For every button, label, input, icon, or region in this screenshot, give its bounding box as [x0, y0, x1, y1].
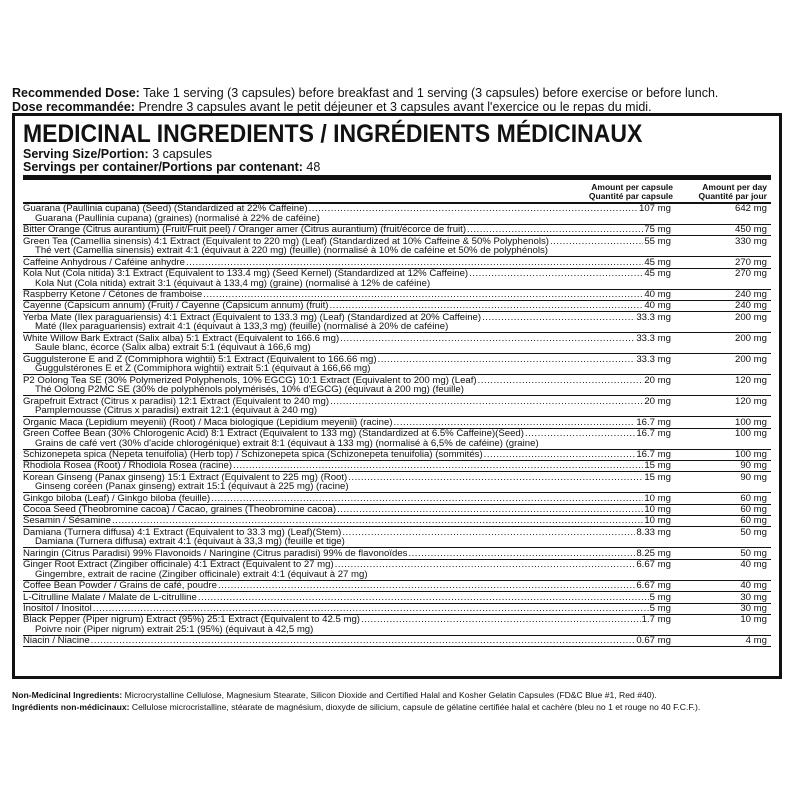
- amount-per-day: 642 mg: [735, 203, 767, 215]
- ingredient-row: [23, 636, 771, 647]
- ingredient-line: [23, 429, 771, 439]
- amount-per-day: 30 mg: [740, 602, 767, 614]
- dose-fr: [12, 100, 792, 114]
- amount-per-day: 4 mg: [745, 635, 767, 647]
- amount-per-capsule: 40 mg: [644, 301, 671, 312]
- leader-dots: [112, 516, 643, 526]
- ingredient-row: [23, 615, 771, 636]
- non-medicinal-fr-text: Cellulose microcristalline, stéarate de magnésium, dioxyde de silicium, capsule de gélatine certifiée halal et cachère (bleu no 1 et rouge no 40 F.C.F.).: [129, 702, 701, 712]
- amount-per-capsule: 16.7 mg: [636, 429, 671, 439]
- amount-per-day: 60 mg: [740, 515, 767, 527]
- amount-per-capsule: 33.3 mg: [636, 333, 671, 344]
- ingredient-line: [23, 225, 771, 235]
- dose-en-text: Take 1 serving (3 capsules) before breakfast and 1 serving (3 capsules) before exercise or before lunch.: [139, 86, 719, 100]
- ingredient-name: Green Tea (Camellia sinensis) 4:1 Extract (Equivalent to 220 mg) (Leaf) (Standardized at 10% Caffeine & 50% Polyphenols): [23, 236, 549, 247]
- ingredient-line: [23, 301, 771, 311]
- amount-per-day: 50 mg: [740, 547, 767, 559]
- amount-per-capsule: 107 mg: [639, 204, 671, 214]
- ingredient-french-name: Kola Nut (Cola nitida) extrait 3:1 (équivaut à 133,4 mg) (graine) (normalisé à 12% de caféine): [35, 278, 431, 289]
- ingredient-french-name: Saule blanc, écorce (Salix alba) extrait 5:1 (équivaut à 166,6 mg): [35, 343, 311, 353]
- ingredient-name: White Willow Bark Extract (Salix alba) 5:1 Extract (Equivalent to 166.6 mg): [23, 333, 340, 344]
- ingredient-row: [23, 290, 771, 301]
- panel-title: MEDICINAL INGREDIENTS / INGRÉDIENTS MÉDICINAUX: [23, 120, 643, 148]
- non-medicinal-ingredients: [12, 689, 792, 713]
- leader-dots: [342, 528, 635, 538]
- non-medicinal-en: [12, 689, 792, 701]
- ingredient-row: [23, 204, 771, 225]
- ingredient-name: Guarana (Paullinia cupana) (Seed) (Standardized at 22% Caffeine): [23, 204, 308, 214]
- leader-dots: [337, 505, 643, 515]
- ingredient-french-name: Damiana (Turnera diffusa) extrait 4:1 (équivaut à 33,3 mg) (feuille et tige): [35, 537, 345, 548]
- leader-dots: [91, 636, 636, 646]
- servings-label: Servings per container/Portions par contenant:: [23, 159, 303, 174]
- non-medicinal-en-text: Microcrystalline Cellulose, Magnesium Stearate, Silicon Dioxide and Certified Halal and Kosher Gelatin Capsules (FD&C Blue #1, Red #40).: [122, 690, 657, 700]
- col-day-header: [699, 183, 767, 201]
- ingredient-line: [23, 581, 771, 591]
- ingredient-row: [23, 461, 771, 472]
- ingredient-row: [23, 301, 771, 312]
- ingredient-row: [23, 505, 771, 516]
- amount-per-capsule: 0.67 mg: [636, 636, 671, 646]
- amount-per-capsule: 6.67 mg: [636, 581, 671, 591]
- ingredient-line: [23, 516, 771, 526]
- ingredient-line: [23, 313, 771, 323]
- leader-dots: [550, 237, 643, 247]
- ingredient-row: [23, 312, 771, 333]
- ingredient-french-name: Pamplemousse (Citrus x paradisi) extrait 12:1 (équivaut à 240 mg): [35, 406, 318, 416]
- ingredient-name: Sesamin / Sésamine: [23, 516, 111, 527]
- amount-per-day: 90 mg: [740, 460, 767, 472]
- ingredient-name: Ginger Root Extract (Zingiber officinale) 4:1 Extract (Equivalent to 27 mg): [23, 560, 334, 570]
- ingredient-list: [23, 204, 771, 647]
- ingredient-line: [23, 204, 771, 214]
- leader-dots: [309, 204, 638, 214]
- col-day-en: Amount per day: [702, 182, 767, 192]
- servings-value: 48: [302, 159, 321, 174]
- amount-per-capsule: 75 mg: [644, 225, 671, 235]
- ingredient-row: [23, 548, 771, 559]
- ingredient-french-name: Gingembre, extrait de racine (Zingiber officinale) extrait 4:1 (équivaut à 27 mg): [35, 569, 368, 580]
- ingredient-row: [23, 429, 771, 450]
- ingredient-line: [23, 397, 771, 407]
- amount-per-capsule: 8.25 mg: [636, 548, 671, 559]
- col-capsule-en: Amount per capsule: [591, 182, 673, 192]
- leader-dots: [482, 313, 635, 323]
- amount-per-capsule: 5 mg: [649, 603, 671, 614]
- column-headers: [23, 180, 771, 202]
- ingredient-line: [23, 636, 771, 646]
- ingredient-name: Raspberry Ketone / Cétones de framboise: [23, 290, 203, 300]
- amount-per-capsule: 33.3 mg: [636, 312, 671, 323]
- leader-dots: [340, 334, 635, 344]
- ingredient-line: [23, 505, 771, 515]
- ingredient-row: [23, 396, 771, 417]
- ingredient-row: [23, 269, 771, 290]
- amount-per-capsule: 6.67 mg: [636, 560, 671, 570]
- amount-per-capsule: 45 mg: [644, 269, 671, 279]
- ingredient-french-name: Grains de café vert (30% d'acide chlorogénique) extrait 8:1 (équivaut à 133 mg) (normalisé à 6,5% de caféine) (graine): [35, 438, 539, 449]
- ingredient-name: Guggulsterone E and Z (Commiphora wightii) 5:1 Extract (Equivalent to 166.66 mg): [23, 354, 377, 365]
- serving-size-value: 3 capsules: [148, 147, 212, 161]
- ingredient-line: [23, 269, 771, 279]
- amount-per-capsule: 45 mg: [644, 257, 671, 268]
- ingredient-line: [23, 418, 771, 428]
- amount-per-capsule: 1.7 mg: [641, 615, 671, 625]
- ingredient-line: [23, 355, 771, 365]
- ingredient-row: [23, 581, 771, 592]
- leader-dots: [330, 397, 643, 407]
- ingredient-name: Coffee Bean Powder / Grains de café, poudre: [23, 581, 217, 591]
- ingredient-row: [23, 493, 771, 504]
- ingredient-name: Cayenne (Capsicum annum) (Fruit) / Cayenne (Capsicum annum) (fruit): [23, 301, 329, 312]
- leader-dots: [330, 301, 644, 311]
- leader-dots: [378, 355, 636, 365]
- amount-per-day: 40 mg: [740, 580, 767, 592]
- ingredient-row: [23, 417, 771, 428]
- amount-per-day: 240 mg: [735, 289, 767, 301]
- ingredient-row: [23, 527, 771, 548]
- ingredient-line: [23, 615, 771, 625]
- ingredient-name: Kola Nut (Cola nitida) 3:1 Extract (Equivalent to 133.4 mg) (Seed Kernel) (Standardized at 12% Caffeine): [23, 269, 469, 279]
- non-medicinal-fr: [12, 701, 792, 713]
- amount-per-day: 100 mg: [735, 416, 767, 428]
- leader-dots: [469, 269, 643, 279]
- amount-per-day: 200 mg: [735, 311, 767, 323]
- amount-per-capsule: 10 mg: [644, 516, 671, 527]
- leader-dots: [467, 225, 643, 235]
- amount-per-capsule: 33.3 mg: [636, 354, 671, 365]
- non-medicinal-fr-label: Ingrédients non-médicinaux:: [12, 702, 130, 712]
- leader-dots: [186, 258, 643, 268]
- serving-size-label: Serving Size/Portion:: [23, 147, 149, 161]
- amount-per-day: 60 mg: [740, 492, 767, 504]
- amount-per-day: 200 mg: [735, 353, 767, 365]
- ingredient-name: Green Coffee Bean (30% Chlorogenic Acid) 8:1 Extract (Equivalent to 133 mg) (Standardized at 6.5% Caffeine)(Seed): [23, 429, 524, 439]
- ingredient-line: [23, 334, 771, 344]
- ingredient-line: [23, 549, 771, 559]
- leader-dots: [348, 473, 643, 483]
- amount-per-capsule: 16.7 mg: [636, 417, 671, 428]
- amount-per-capsule: 20 mg: [644, 375, 671, 386]
- ingredient-line: [23, 473, 771, 483]
- amount-per-day: 100 mg: [735, 448, 767, 460]
- amount-per-day: 90 mg: [740, 471, 767, 483]
- ingredient-row: [23, 375, 771, 396]
- ingredient-name: L-Citrulline Malate / Malate de L-citrulline: [23, 592, 197, 603]
- leader-dots: [484, 450, 636, 460]
- ingredient-name: Yerba Mate (Ilex paraguariensis) 4:1 Extract (Equivalent to 133.3 mg) (Leaf) (Standardized at 20% Caffeine): [23, 312, 482, 323]
- ingredient-line: [23, 290, 771, 300]
- leader-dots: [203, 290, 643, 300]
- col-capsule-header: [589, 183, 673, 201]
- leader-dots: [198, 593, 649, 603]
- ingredient-name: Inositol / Inositol: [23, 603, 92, 614]
- dose-en: [12, 86, 792, 100]
- ingredient-line: [23, 494, 771, 504]
- ingredient-row: [23, 225, 771, 236]
- ingredient-row: [23, 592, 771, 603]
- ingredient-name: Ginkgo biloba (Leaf) / Ginkgo biloba (feuille): [23, 493, 211, 504]
- non-medicinal-en-label: Non-Medicinal Ingredients:: [12, 690, 123, 700]
- leader-dots: [218, 581, 635, 591]
- dose-fr-text: Prendre 3 capsules avant le petit déjeuner et 3 capsules avant l'exercice ou le repas du midi.: [134, 100, 652, 114]
- ingredient-row: [23, 516, 771, 527]
- amount-per-capsule: 15 mg: [644, 472, 671, 483]
- amount-per-day: 120 mg: [735, 395, 767, 407]
- ingredient-line: [23, 528, 771, 538]
- ingredient-line: [23, 604, 771, 614]
- ingredient-row: [23, 236, 771, 257]
- amount-per-day: 240 mg: [735, 300, 767, 312]
- ingredient-french-name: Poivre noir (Piper nigrum) extrait 25:1 (95%) (équivaut à 42,5 mg): [35, 624, 314, 635]
- ingredient-name: Black Pepper (Piper nigrum) Extract (95%) 25:1 Extract (Equivalent to 42.5 mg): [23, 615, 360, 625]
- ingredient-name: Cocoa Seed (Theobromine cacoa) / Cacao, graines (Theobromine cacoa): [23, 505, 337, 515]
- ingredient-row: [23, 257, 771, 268]
- amount-per-day: 30 mg: [740, 591, 767, 603]
- ingredient-french-name: Ginseng coréen (Panax ginseng) extrait 15:1 (équivaut à 225 mg) (racine): [35, 482, 349, 492]
- ingredient-name: Bitter Orange (Citrus aurantium) (Fruit/Fruit peel) / Oranger amer (Citrus aurantium) (fruit/écorce de fruit): [23, 225, 467, 235]
- ingredient-row: [23, 560, 771, 581]
- ingredient-line: [23, 258, 771, 268]
- ingredient-name: Caffeine Anhydrous / Caféine anhydre: [23, 257, 185, 268]
- amount-per-capsule: 5 mg: [649, 592, 671, 603]
- amount-per-capsule: 8.33 mg: [636, 527, 671, 538]
- leader-dots: [233, 461, 643, 471]
- amount-per-capsule: 16.7 mg: [636, 449, 671, 460]
- leader-dots: [408, 549, 635, 559]
- ingredient-line: [23, 376, 771, 386]
- col-capsule-fr: Quantité par capsule: [588, 191, 673, 201]
- ingredient-french-name: Guarana (Paullinia cupana) (graines) (normalisé à 22% de caféine): [35, 213, 320, 224]
- col-day-fr: Quantité par jour: [698, 191, 767, 201]
- amount-per-capsule: 40 mg: [644, 290, 671, 300]
- ingredient-french-name: Maté (Ilex paraguariensis) extrait 4:1 (équivaut à 133,3 mg) (feuille) (normalisé à 20% de caféine): [35, 322, 449, 332]
- dose-en-label: Recommended Dose:: [12, 86, 140, 100]
- ingredient-name: Korean Ginseng (Panax ginseng) 15:1 Extract (Equivalent to 225 mg) (Root): [23, 472, 348, 483]
- leader-dots: [335, 560, 636, 570]
- ingredient-name: Damiana (Turnera diffusa) 4:1 Extract (Equivalent to 33.3 mg) (Leaf)(Stem): [23, 527, 342, 538]
- ingredient-french-name: Thé Oolong P2MC SE (30% de polyphénols polymérisés, 10% d'EGCG) (équivaut à 200 mg) (feuille): [35, 385, 464, 395]
- ingredient-line: [23, 593, 771, 603]
- leader-dots: [361, 615, 641, 625]
- ingredient-french-name: Thé vert (Camellia sinensis) extrait 4:1 (équivaut à 220 mg) (feuille) (normalisé à 10% de caféine et 50% de polyphénols): [35, 246, 548, 256]
- amount-per-capsule: 15 mg: [644, 461, 671, 471]
- ingredient-name: Naringin (Citrus Paradisi) 99% Flavonoids / Naringine (Citrus paradisi) 99% de flavonoïdes: [23, 548, 408, 559]
- leader-dots: [93, 604, 649, 614]
- amount-per-day: 50 mg: [740, 526, 767, 538]
- amount-per-day: 40 mg: [740, 559, 767, 571]
- servings-per-container: [23, 161, 771, 174]
- ingredient-name: Rhodiola Rosea (Root) / Rhodiola Rosea (racine): [23, 461, 233, 471]
- ingredient-line: [23, 461, 771, 471]
- amount-per-capsule: 10 mg: [644, 505, 671, 515]
- leader-dots: [478, 376, 644, 386]
- ingredient-name: Grapefruit Extract (Citrus x paradisi) 12:1 Extract (Equivalent to 240 mg): [23, 396, 330, 407]
- ingredient-row: [23, 472, 771, 493]
- ingredient-line: [23, 237, 771, 247]
- ingredient-row: [23, 604, 771, 615]
- amount-per-capsule: 10 mg: [644, 493, 671, 504]
- dose-fr-label: Dose recommandée:: [12, 100, 135, 114]
- leader-dots: [211, 494, 643, 504]
- ingredient-name: Organic Maca (Lepidium meyenii) (Root) / Maca biologique (Lepidium meyenii) (racine): [23, 417, 393, 428]
- ingredient-row: [23, 354, 771, 375]
- amount-per-day: 270 mg: [735, 256, 767, 268]
- ingredients-panel: [12, 113, 782, 679]
- amount-per-capsule: 20 mg: [644, 396, 671, 407]
- amount-per-day: 270 mg: [735, 268, 767, 280]
- ingredient-row: [23, 450, 771, 461]
- ingredient-french-name: Guggulstérones E et Z (Commiphora wightii) extrait 5:1 (équivaut à 166,66 mg): [35, 364, 371, 374]
- amount-per-day: 200 mg: [735, 332, 767, 344]
- amount-per-day: 60 mg: [740, 504, 767, 516]
- ingredient-line: [23, 560, 771, 570]
- amount-per-day: 330 mg: [735, 235, 767, 247]
- ingredient-name: Niacin / Niacine: [23, 636, 90, 646]
- leader-dots: [525, 429, 635, 439]
- ingredient-line: [23, 450, 771, 460]
- amount-per-capsule: 55 mg: [644, 236, 671, 247]
- amount-per-day: 100 mg: [735, 428, 767, 440]
- ingredient-row: [23, 333, 771, 354]
- recommended-dose: [12, 86, 792, 114]
- leader-dots: [394, 418, 636, 428]
- ingredient-name: Schizonepeta spica (Nepeta tenuifolia) (Herb top) / Schizonepeta spica (Schizonepeta tenuifolia) (sommités): [23, 449, 483, 460]
- amount-per-day: 120 mg: [735, 374, 767, 386]
- amount-per-day: 10 mg: [740, 614, 767, 626]
- ingredient-name: P2 Oolong Tea SE (30% Polymerized Polyphenols, 10% EGCG) 10:1 Extract (Equivalent to 200 mg) (Leaf): [23, 375, 477, 386]
- amount-per-day: 450 mg: [735, 224, 767, 236]
